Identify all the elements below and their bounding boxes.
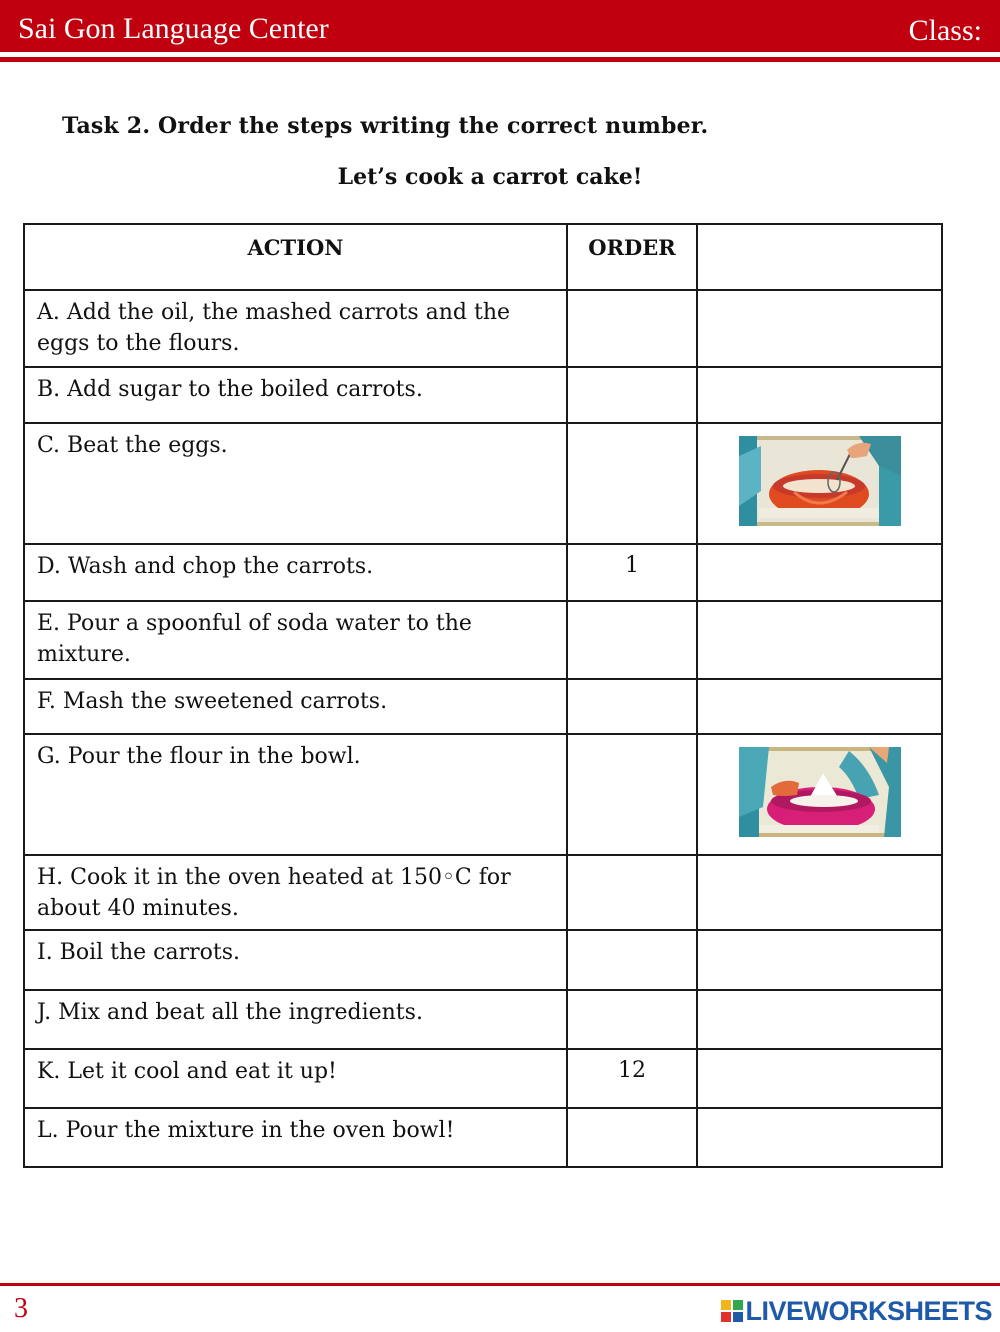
action-cell: D. Wash and chop the carrots. (24, 544, 567, 601)
picture-cell (697, 1108, 942, 1167)
picture-cell (697, 423, 942, 544)
order-input-cell[interactable]: 1 (567, 544, 697, 601)
action-cell: L. Pour the mixture in the oven bowl! (24, 1108, 567, 1167)
center-name: Sai Gon Language Center (18, 12, 329, 45)
order-input-cell[interactable] (567, 1108, 697, 1167)
steps-table (23, 223, 943, 1168)
table-row (24, 601, 942, 679)
picture-cell (697, 679, 942, 734)
order-input-cell[interactable] (567, 990, 697, 1049)
action-cell: C. Beat the eggs. (24, 423, 567, 544)
action-cell: A. Add the oil, the mashed carrots and the eggs to the flours. (24, 290, 567, 367)
table-row (24, 290, 942, 367)
action-cell: F. Mash the sweetened carrots. (24, 679, 567, 734)
order-input-cell[interactable] (567, 734, 697, 855)
order-input-cell[interactable] (567, 423, 697, 544)
action-cell: E. Pour a spoonful of soda water to the mixture. (24, 601, 567, 679)
picture-cell (697, 930, 942, 990)
action-cell: I. Boil the carrots. (24, 930, 567, 990)
order-input-cell[interactable]: 12 (567, 1049, 697, 1108)
order-input-cell[interactable] (567, 855, 697, 930)
picture-cell (697, 601, 942, 679)
header-bar (0, 0, 1000, 52)
table-header-row (24, 224, 942, 290)
order-input-cell[interactable] (567, 601, 697, 679)
picture-column-header (697, 224, 942, 290)
task-subtitle: Let’s cook a carrot cake! (337, 164, 643, 190)
table-row (24, 367, 942, 423)
action-cell: K. Let it cool and eat it up! (24, 1049, 567, 1108)
action-cell: H. Cook it in the oven heated at 150◦C for about 40 minutes. (24, 855, 567, 930)
picture-cell (697, 990, 942, 1049)
table-row (24, 930, 942, 990)
order-input-cell[interactable] (567, 290, 697, 367)
picture-cell (697, 290, 942, 367)
table-row (24, 423, 942, 544)
picture-cell (697, 544, 942, 601)
table-row (24, 544, 942, 601)
class-label: Class: (908, 14, 982, 47)
table-row (24, 1049, 942, 1108)
table-row (24, 855, 942, 930)
order-column-header: ORDER (567, 224, 697, 290)
header-divider (0, 57, 1000, 62)
order-input-cell[interactable] (567, 930, 697, 990)
action-column-header: ACTION (24, 224, 567, 290)
picture-cell (697, 367, 942, 423)
brand-logo (721, 1296, 992, 1326)
page-number: 3 (14, 1293, 28, 1324)
picture-cell (697, 1049, 942, 1108)
pouring-flour-illustration (739, 747, 901, 837)
table-row (24, 1108, 942, 1167)
table-row (24, 679, 942, 734)
table-row (24, 734, 942, 855)
order-input-cell[interactable] (567, 367, 697, 423)
liveworksheets-logo-icon (721, 1300, 743, 1322)
order-input-cell[interactable] (567, 679, 697, 734)
whisking-eggs-illustration (739, 436, 901, 526)
action-cell: G. Pour the flour in the bowl. (24, 734, 567, 855)
picture-cell (697, 734, 942, 855)
task-title: Task 2. Order the steps writing the correct number. (62, 113, 709, 139)
brand-name: LIVEWORKSHEETS (745, 1295, 992, 1326)
action-cell: B. Add sugar to the boiled carrots. (24, 367, 567, 423)
action-cell: J. Mix and beat all the ingredients. (24, 990, 567, 1049)
table-row (24, 990, 942, 1049)
footer-divider (0, 1283, 1000, 1286)
picture-cell (697, 855, 942, 930)
